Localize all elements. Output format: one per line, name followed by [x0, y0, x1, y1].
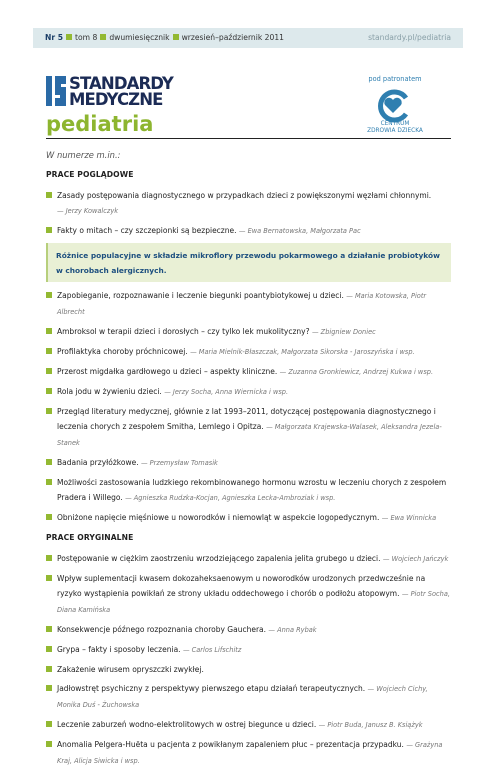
bullet-square-icon: [46, 741, 52, 747]
list-item: [46, 324, 451, 340]
list-item: [46, 510, 451, 526]
article-authors: — Wojciech Jańczyk: [382, 555, 449, 563]
section-title-review: PRACE POGLĄDOWE: [46, 170, 134, 179]
list-item: [46, 288, 451, 320]
article-title: Przerost migdałka gardłowego u dzieci – aspekty kliniczne.: [57, 367, 278, 376]
top-info-bar: [33, 28, 463, 48]
article-authors: — Jerzy Kowalczyk: [57, 207, 119, 215]
article-authors: — Małgorzata Krajewska-Walasek, Aleksandra Jezela-Stanek: [57, 423, 442, 447]
separator-square-icon: [173, 34, 179, 40]
volume: tom 8: [75, 33, 98, 42]
logo-mark-icon: [46, 76, 66, 106]
article-title: Anomalia Pelgera-Huëta u pacjenta z powikłanym zapaleniem płuc – prezentacja przypadku.: [57, 740, 404, 749]
bullet-square-icon: [46, 368, 52, 374]
bullet-square-icon: [46, 192, 52, 198]
frequency: dwumiesięcznik: [109, 33, 170, 42]
list-item: [46, 571, 451, 618]
issue-info: [45, 28, 284, 48]
header-divider: [46, 138, 451, 139]
patronage-block: [350, 75, 440, 134]
article-authors: — Carlos Lifschitz: [182, 646, 242, 654]
patronage-org: [350, 121, 440, 135]
article-title: Postępowanie w ciężkim zaostrzeniu wrzodziejącego zapalenia jelita grubego u dzieci.: [57, 554, 381, 563]
article-authors: — Piotr Socha, Diana Kamińska: [57, 590, 450, 614]
separator-square-icon: [66, 34, 72, 40]
article-title: Możliwości zastosowania ludzkiego rekombinowanego hormonu wzrostu w leczeniu chorych z zespołem Pradera i Willego.: [57, 478, 447, 502]
article-authors: — Zuzanna Gronkiewicz, Andrzej Kukwa i wsp.: [279, 368, 434, 376]
article-authors: — Ewa Winnicka: [381, 514, 437, 522]
list-item: [46, 188, 451, 219]
article-title: Jadłowstręt psychiczny z perspektywy pierwszego etapu działań terapeutycznych.: [57, 684, 366, 693]
article-title: Badania przyłóżkowe.: [57, 458, 139, 467]
bullet-square-icon: [46, 292, 52, 298]
article-authors: — Agnieszka Rudzka-Kocjan, Agnieszka Lecka-Ambroziak i wsp.: [125, 494, 336, 502]
org-line-2: ZDROWIA DZIECKA: [367, 128, 423, 134]
bullet-square-icon: [46, 555, 52, 561]
list-item: [46, 681, 451, 713]
bullet-square-icon: [46, 626, 52, 632]
article-title: Grypa – fakty i sposoby leczenia.: [57, 645, 181, 654]
list-item: [46, 737, 451, 769]
article-title: Fakty o mitach – czy szczepionki są bezpieczne.: [57, 226, 237, 235]
bullet-square-icon: [46, 666, 52, 672]
list-item: [46, 223, 451, 239]
article-title: Profilaktyka choroby próchnicowej.: [57, 347, 188, 356]
list-item: [46, 404, 451, 451]
org-line-1: CENTRUM: [380, 121, 410, 127]
article-title: Zapobieganie, rozpoznawanie i leczenie biegunki poantybiotykowej u dzieci.: [57, 291, 344, 300]
brand-line-1: STANDARDY: [69, 74, 173, 93]
list-item: [46, 344, 451, 360]
article-authors: — Przemysław Tomasik: [140, 459, 218, 467]
list-item: [46, 455, 451, 471]
article-title: Wpływ suplementacji kwasem dokozaheksaenowym u noworodków urodzonych przedwcześnie na ryzyko wystąpienia powikłań ze strony układu oddechowego i chorób o podłożu atopowym.: [57, 574, 426, 598]
list-item: [46, 475, 451, 506]
list-item: [46, 384, 451, 400]
article-authors: — Zbigniew Doniec: [311, 328, 376, 336]
article-title: Zakażenie wirusem opryszczki zwykłej.: [57, 665, 204, 674]
bullet-square-icon: [46, 514, 52, 520]
article-title: Przegląd literatury medycznej, głównie z lat 1993–2011, dotyczącej postępowania diagnostycznego i leczenia chorych z zespołem Smitha, Lemlego i Opitza.: [57, 407, 436, 431]
bullet-square-icon: [46, 348, 52, 354]
contents-list: [46, 165, 451, 773]
list-item: [46, 642, 451, 658]
section-title-original: PRACE ORYGINALNE: [46, 533, 134, 542]
article-authors: — Ewa Bernatowska, Małgorzata Pac: [238, 227, 361, 235]
bullet-square-icon: [46, 328, 52, 334]
article-authors: — Anna Rybak: [268, 626, 317, 634]
bullet-square-icon: [46, 388, 52, 394]
site-url[interactable]: standardy.pl/pediatria: [368, 33, 451, 42]
list-item: [46, 551, 451, 567]
bullet-square-icon: [46, 408, 52, 414]
separator-square-icon: [100, 34, 106, 40]
article-authors: — Maria Kotowska, Piotr Albrecht: [57, 292, 427, 316]
article-title: Leczenie zaburzeń wodno-elektrolitowych w ostrej biegunce u dzieci.: [57, 720, 317, 729]
brand-line-2: MEDYCZNE: [69, 90, 163, 109]
bullet-square-icon: [46, 227, 52, 233]
journal-title: pediatria: [46, 112, 154, 136]
intro-text: W numerze m.in.:: [46, 150, 121, 160]
article-title: Konsekwencje późnego rozpoznania choroby Gauchera.: [57, 625, 267, 634]
article-title: Rola jodu w żywieniu dzieci.: [57, 387, 162, 396]
bullet-square-icon: [46, 575, 52, 581]
article-authors: — Wojciech Cichy, Monika Duś - Żuchowska: [57, 685, 428, 709]
list-item: [46, 364, 451, 380]
bullet-square-icon: [46, 459, 52, 465]
article-title: Ambroksol w terapii dzieci i dorosłych – czy tylko lek mukolityczny?: [57, 327, 310, 336]
article-authors: — Grażyna Kraj, Alicja Siwicka i wsp.: [57, 741, 443, 765]
bullet-square-icon: [46, 721, 52, 727]
bullet-square-icon: [46, 685, 52, 691]
article-title: Obniżone napięcie mięśniowe u noworodków i niemowląt w aspekcie logopedycznym.: [57, 513, 380, 522]
list-item: [46, 662, 451, 677]
heart-c-icon: [370, 89, 416, 123]
issue-date: wrzesień–październik 2011: [181, 33, 284, 42]
bullet-square-icon: [46, 479, 52, 485]
issue-number: Nr 5: [45, 33, 64, 42]
patronage-label: pod patronatem: [368, 75, 422, 83]
list-item: [46, 622, 451, 638]
article-title: Zasady postępowania diagnostycznego w przypadkach dzieci z powiększonymi węzłami chłonnymi.: [57, 191, 432, 200]
highlighted-article: Różnice populacyjne w składzie mikroflory przewodu pokarmowego a działanie probiotyków w chorobach alergicznych.: [46, 243, 451, 282]
list-item: [46, 717, 451, 733]
article-authors: — Maria Mielnik-Błaszczak, Małgorzata Sikorska - Jaroszyńska i wsp.: [190, 348, 415, 356]
article-authors: — Jerzy Socha, Anna Wiernicka i wsp.: [164, 388, 289, 396]
bullet-square-icon: [46, 646, 52, 652]
article-authors: — Piotr Buda, Janusz B. Książyk: [318, 721, 423, 729]
